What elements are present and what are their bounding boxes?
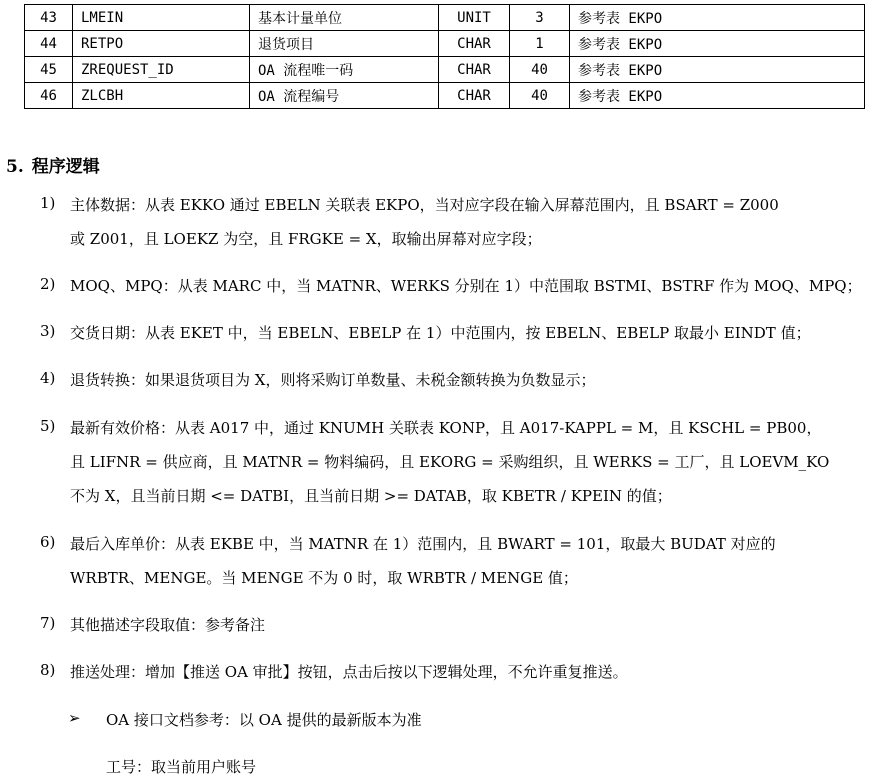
item-line: MOQ、MPQ：从表 MARC 中，当 MATNR、WERKS 分别在 1）中范围取 BSTMI、BSTRF 作为 MOQ、MPQ； [70, 277, 862, 295]
cell-note: 参考表 EKPO [570, 57, 865, 83]
item-line: 最后入库单价：从表 EKBE 中，当 MATNR 在 1）范围内，且 BWART = 101，取最大 BUDAT 对应的 [70, 535, 776, 553]
cell-type: CHAR [439, 57, 510, 83]
cell-len: 40 [510, 83, 570, 109]
cell-type: CHAR [439, 83, 510, 109]
cell-len: 1 [510, 31, 570, 57]
item-line: 或 Z001，且 LOEKZ 为空，且 FRGKE = X，取输出屏幕对应字段； [70, 230, 542, 248]
section-number: 5. [6, 157, 24, 177]
item-line: 主体数据：从表 EKKO 通过 EBELN 关联表 EKPO，当对应字段在输入屏幕范围内，且 BSART = Z000 [70, 196, 779, 214]
item-line: 最新有效价格：从表 A017 中，通过 KNUMH 关联表 KONP，且 A017-KAPPL = M，且 KSCHL = PB00， [70, 419, 822, 437]
item-number: 1) [40, 194, 56, 212]
cell-type: CHAR [439, 31, 510, 57]
cell-no: 45 [25, 57, 73, 83]
table-row [25, 83, 865, 109]
section-heading [6, 152, 100, 177]
cell-desc: OA 流程唯一码 [250, 57, 439, 83]
cell-desc: 基本计量单位 [250, 5, 439, 31]
item-line: 其他描述字段取值：参考备注 [70, 616, 266, 634]
item-number: 8) [40, 661, 56, 679]
table-row [25, 5, 865, 31]
item-line: 且 LIFNR = 供应商，且 MATNR = 物料编码，且 EKORG = 采购组织，且 WERKS = 工厂，且 LOEVM_KO [70, 453, 830, 471]
cell-no: 46 [25, 83, 73, 109]
cell-note: 参考表 EKPO [570, 31, 865, 57]
item-number: 7) [40, 614, 56, 632]
cell-field: ZREQUEST_ID [73, 57, 250, 83]
cell-len: 40 [510, 57, 570, 83]
table-row [25, 57, 865, 83]
cell-field: ZLCBH [73, 83, 250, 109]
item-line: WRBTR、MENGE。当 MENGE 不为 0 时，取 WRBTR / MENGE 值； [70, 569, 578, 587]
item-line: 交货日期：从表 EKET 中，当 EBELN、EBELP 在 1）中范围内，按 EBELN、EBELP 取最小 EINDT 值； [70, 324, 811, 342]
cell-desc: OA 流程编号 [250, 83, 439, 109]
section-title: 程序逻辑 [31, 157, 100, 177]
cell-note: 参考表 EKPO [570, 83, 865, 109]
item-number: 2) [40, 275, 56, 293]
item-number: 6) [40, 533, 56, 551]
item-number: 4) [40, 369, 56, 387]
cell-no: 43 [25, 5, 73, 31]
item-line: 不为 X，且当前日期 <= DATBI，且当前日期 >= DATAB，取 KBETR / KPEIN 的值； [70, 487, 672, 505]
cell-len: 3 [510, 5, 570, 31]
item-line: 推送处理：增加【推送 OA 审批】按钮，点击后按以下逻辑处理，不允许重复推送。 [70, 663, 628, 681]
item-line: 退货转换：如果退货项目为 X，则将采购订单数量、未税金额转换为负数显示； [70, 371, 596, 389]
bullet-text: OA 接口文档参考：以 OA 提供的最新版本为准 [106, 711, 422, 729]
cell-field: RETPO [73, 31, 250, 57]
cell-field: LMEIN [73, 5, 250, 31]
table-row [25, 31, 865, 57]
cell-type: UNIT [439, 5, 510, 31]
item-number: 5) [40, 417, 56, 435]
field-table [24, 4, 865, 109]
arrow-bullet-icon: ➢ [68, 709, 81, 727]
cell-no: 44 [25, 31, 73, 57]
cell-note: 参考表 EKPO [570, 5, 865, 31]
item-number: 3) [40, 322, 56, 340]
sub-item-line: 工号：取当前用户账号 [106, 758, 257, 776]
cell-desc: 退货项目 [250, 31, 439, 57]
